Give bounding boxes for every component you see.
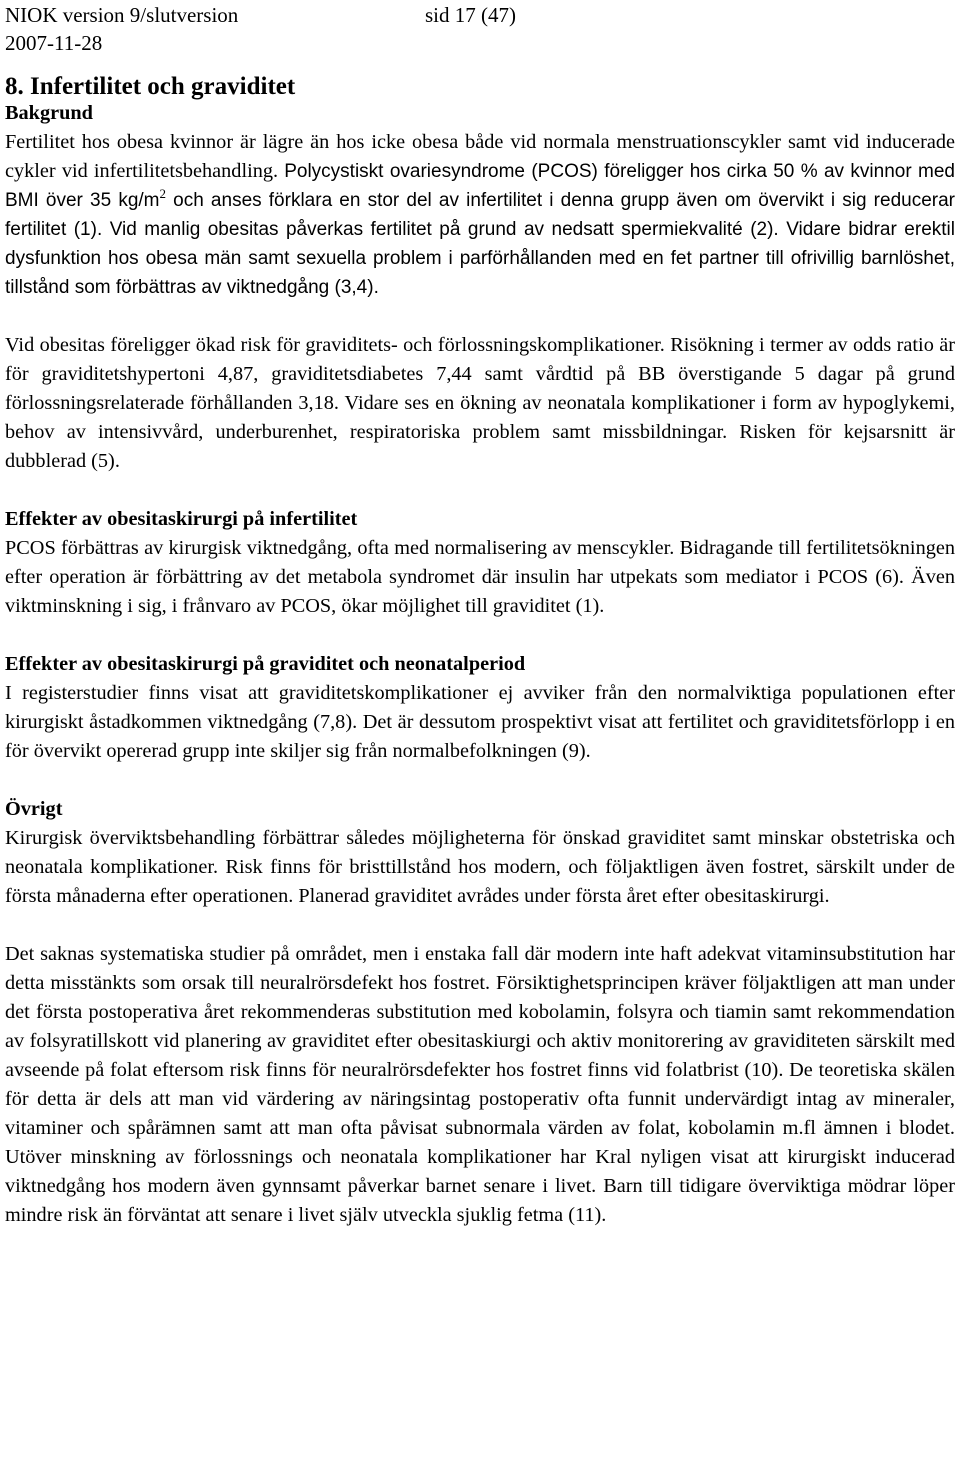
bakgrund-p1-superscript: 2 — [159, 186, 166, 201]
graviditet-paragraph: I registerstudier finns visat att graviditetskomplikationer ej avviker från den normalviktiga populationen efter kirurgiskt åstadkommen viktnedgång (7,8). Det är dessutom prospektivt visat att fertilitet och graviditetsförlopp i en för övervikt opererad grupp inte skiljer sig från normalbefolkningen (9). — [5, 682, 955, 762]
document-page — [5, 0, 955, 1230]
ovrigt-heading: Övrigt — [5, 798, 63, 820]
ovrigt-paragraph-1: Kirurgisk överviktsbehandling förbättrar således möjligheterna för önskad graviditet samt minskar obstetriska och neonatala komplikationer. Risk finns för bristtillstånd hos modern, och följaktligen även fostret, särskilt under de första månaderna efter operationen. Planerad graviditet avrådes under första året efter obesitaskirurgi. — [5, 827, 955, 907]
bakgrund-paragraph-2: Vid obesitas föreligger ökad risk för graviditets- och förlossningskomplikationer. Risökning i termer av odds ratio är för graviditetshypertoni 4,87, graviditetsdiabetes 7,44 samt vårdtid på BB överstigande 5 dagar på grund förlossningsrelaterade förhållanden 3,18. Vidare ses en ökning av neonatala komplikationer i form av hypoglykemi, behov av intensivvård, underburenhet, respiratoriska problem samt missbildningar. Risken för kejsarsnitt är dubblerad (5). — [5, 334, 955, 472]
section-content — [5, 99, 955, 1230]
document-version: NIOK version 9/slutversion — [5, 3, 239, 27]
bakgrund-p1-part-a: Fertilitet hos obesa kvinnor är lägre än hos icke obesa både vid normala menstruationscykler samt vid inducerade cykler vid infertilitetsbehandling. — [5, 131, 955, 182]
document-date: 2007-11-28 — [5, 31, 103, 55]
bakgrund-heading: Bakgrund — [5, 102, 93, 124]
ovrigt-paragraph-2: Det saknas systematiska studier på området, men i enstaka fall där modern inte haft adekvat vitaminsubstitution har detta misstänkts som orsak till neuralrörsdefekt hos fostret. Försiktighetsprincipen kräver följaktligen att man under det första postoperativa året rekommenderas substitution med kobolamin, folsyra och tiamin samt rekommendation av folsyratillskott vid planering av graviditet efter obesitaskiurgi och aktiv monitorering av graviditeten särskilt med avseende på folat eftersom risk finns för neuralrörsdefekter hos fostret finns vid folatbrist (10). De teoretiska skälen för detta är dels att man vid värdering av näringsintag postoperativ ofta funnit undervärdigt intag av mineraler, vitaminer och spårämnen samt att man ofta påvisat subnormala värden av folat, kobolamin m.fl ämnen i blodet. Utöver minskning av förlossnings och neonatala komplikationer har Kral nyligen visat att kirurgiskt inducerad viktnedgång hos modern även gynnsamt påverkar barnet senare i livet. Barn till tidigare överviktiga mödrar löper mindre risk än förväntat att senare i livet själv utveckla sjuklig fetma (11). — [5, 943, 955, 1226]
bakgrund-p1-part-b: Polycystiskt ovariesyndrome (PCOS) föreligger hos cirka 50 % av kvinnor med BMI över 35 kg/m — [5, 161, 955, 211]
infertilitet-heading: Effekter av obesitaskirurgi på infertilitet — [5, 508, 358, 530]
bakgrund-p1-part-c: och anses förklara en stor del av infertilitet i denna grupp även om övervikt i sig reducerar fertilitet (1). Vid manlig obesitas påverkas fertilitet på grund av nedsatt spermiekvalité (2). Vidare bidrar erektil dysfunktion hos obesa män samt sexuella problem i parförhållanden med en fet partner till ofrivillig barnlöshet, tillstånd som förbättras av viktnedgång (3,4). — [5, 190, 955, 298]
section-title: 8. Infertilitet och graviditet — [5, 73, 296, 100]
page-header — [5, 1, 955, 57]
bakgrund-paragraph-1 — [5, 128, 955, 302]
graviditet-heading: Effekter av obesitaskirurgi på graviditet och neonatalperiod — [5, 653, 526, 675]
page-number: sid 17 (47) — [425, 3, 516, 27]
infertilitet-paragraph: PCOS förbättras av kirurgisk viktnedgång, ofta med normalisering av menscykler. Bidragande till fertilitetsökningen efter operation är förbättring av det metabola syndromet där insulin har utpekats som mediator i PCOS (6). Även viktminskning i sig, i frånvaro av PCOS, ökar möjlighet till graviditet (1). — [5, 537, 955, 617]
